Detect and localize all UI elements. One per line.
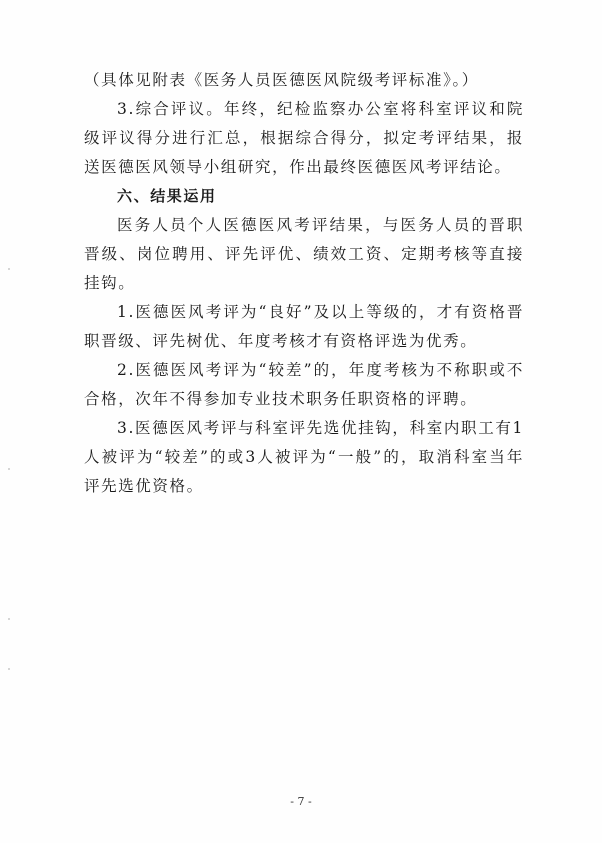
page-number: - 7 -	[290, 795, 312, 808]
scan-speck	[8, 468, 10, 470]
document-body	[84, 66, 524, 501]
section-heading-result-application: 六、结果运用	[117, 187, 217, 205]
paragraph-rule-good-rating: 1.医德医风考评为“良好”及以上等级的，才有资格晋职晋级、评先树优、年度考核才有资格评选为优秀。	[84, 303, 524, 350]
paragraph-comprehensive-review: 3.综合评议。年终，纪检监察办公室将科室评议和院级评议得分进行汇总，根据综合得分，拟定考评结果，报送医德医风领导小组研究，作出最终医德医风考评结论。	[84, 100, 524, 176]
scan-speck	[8, 618, 10, 620]
scan-speck	[8, 668, 10, 670]
scan-speck	[8, 268, 10, 270]
paragraph-rule-department-linkage: 3.医德医风考评与科室评先选优挂钩，科室内职工有1人被评为“较差”的或3人被评为“一般”的，取消科室当年评先选优资格。	[84, 419, 524, 495]
paragraph-rule-poor-rating: 2.医德医风考评为“较差”的，年度考核为不称职或不合格，次年不得参加专业技术职务任职资格的评聘。	[84, 361, 524, 408]
paragraph-result-linkage: 医务人员个人医德医风考评结果，与医务人员的晋职晋级、岗位聘用、评先评优、绩效工资、定期考核等直接挂钩。	[84, 216, 524, 292]
paragraph-appendix-reference: （具体见附表《医务人员医德医风院级考评标准》。）	[84, 71, 479, 89]
